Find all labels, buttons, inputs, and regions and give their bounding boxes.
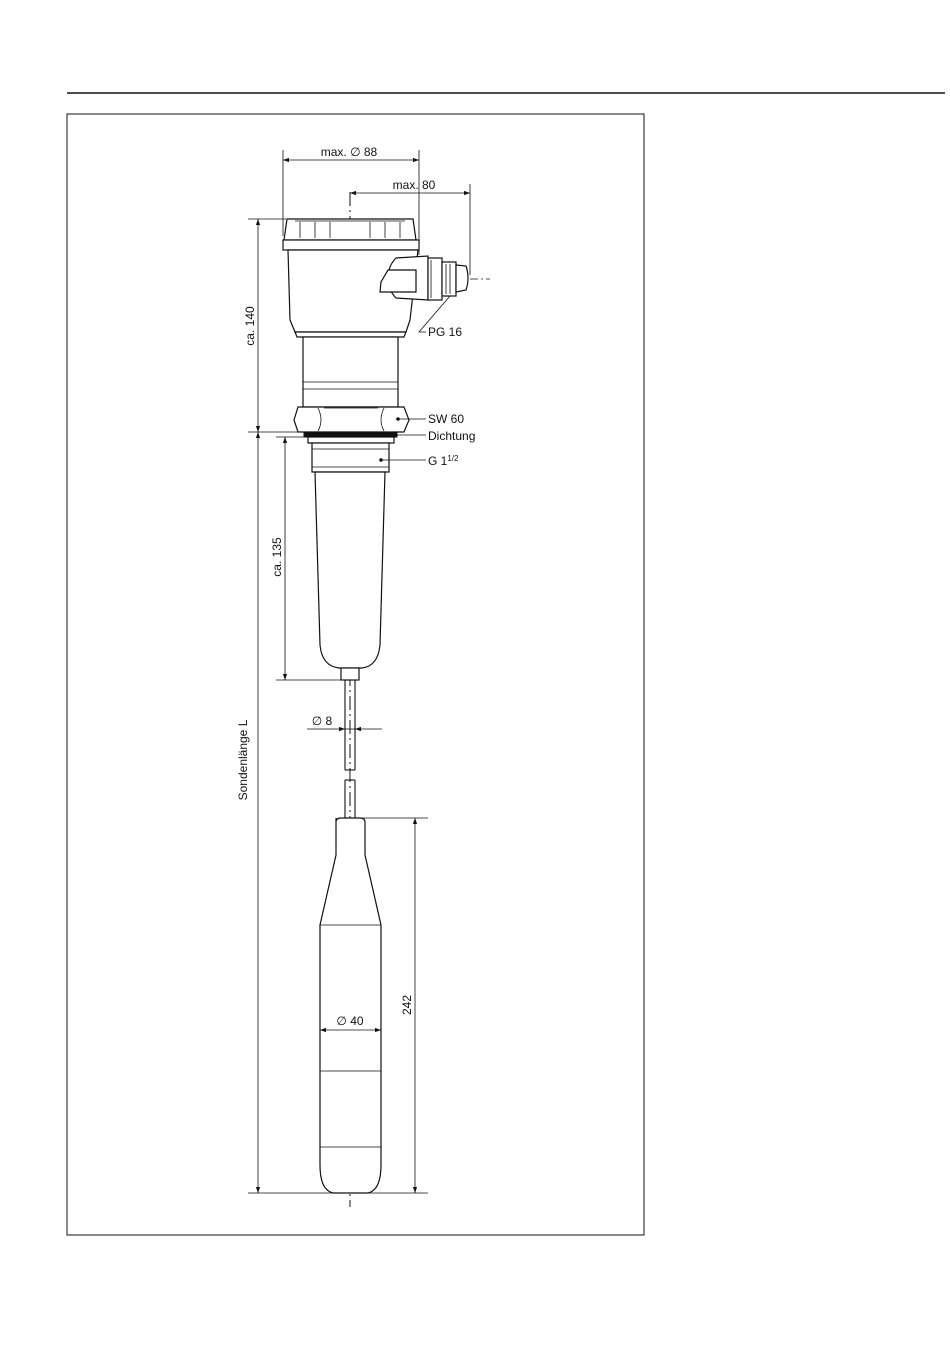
callout-pg16	[419, 296, 462, 339]
callout-dichtung	[397, 429, 475, 443]
seal	[304, 432, 397, 437]
callout-g-thread	[379, 454, 459, 468]
label-ca-140: ca. 140	[243, 306, 257, 346]
label-max-80: max. 80	[392, 178, 436, 192]
hex-nut	[294, 407, 409, 432]
label-pg16: PG 16	[428, 325, 463, 339]
label-g-thread-frac: 1/2	[447, 454, 459, 463]
label-dichtung: Dichtung	[428, 429, 476, 443]
label-g-thread-main: G 1	[428, 454, 448, 468]
thread	[308, 437, 394, 472]
probe-tube	[315, 472, 385, 668]
housing	[283, 219, 419, 407]
label-max-dia-88: max. ∅ 88	[320, 145, 378, 159]
label-ca-135: ca. 135	[270, 537, 284, 577]
cable-gland	[380, 256, 490, 300]
label-g-thread	[428, 454, 459, 468]
tensioning-weight	[320, 818, 381, 1193]
label-dia-40: ∅ 40	[336, 1014, 364, 1028]
label-242: 242	[400, 994, 414, 1016]
label-dia-8: ∅ 8	[311, 714, 333, 728]
label-sw60: SW 60	[428, 412, 465, 426]
label-sondenlaenge: Sondenlänge L	[236, 719, 250, 801]
